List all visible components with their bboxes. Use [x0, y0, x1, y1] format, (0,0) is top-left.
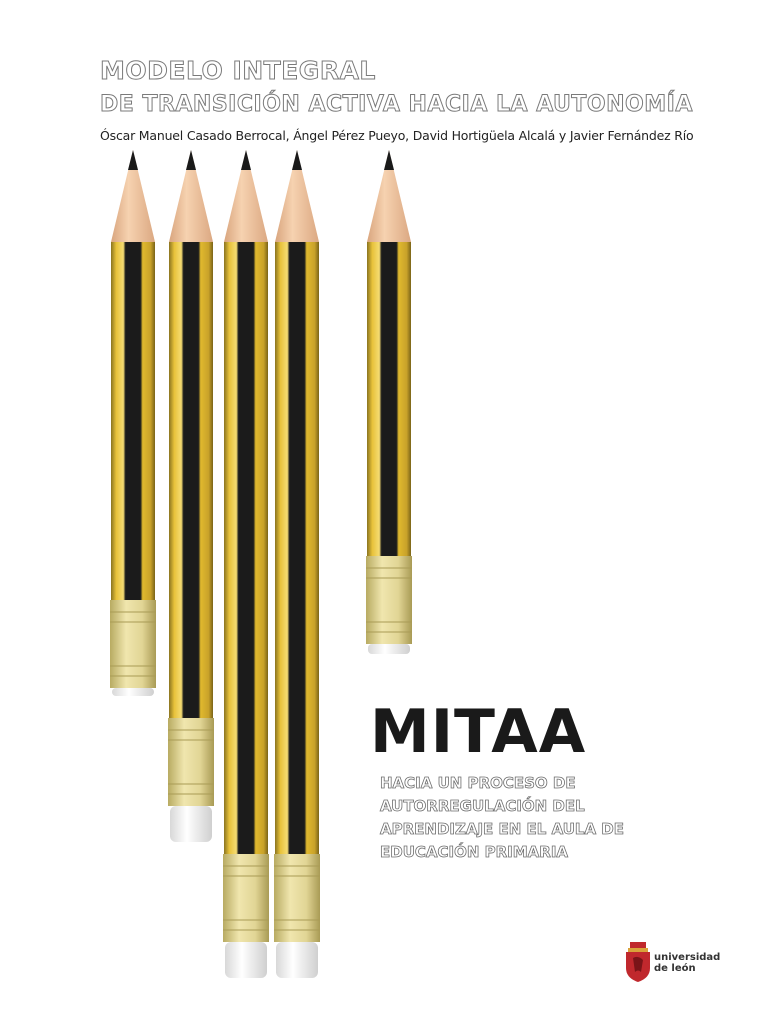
publisher-line-1: universidad [654, 952, 721, 963]
publisher-logo-text [654, 952, 720, 974]
publisher-line-2: de león [654, 963, 696, 974]
title-line-2: DE TRANSICIÓN ACTIVA HACIA LA AUTONOMÍA [100, 92, 693, 117]
subtitle-line-4: EDUCACIÓN PRIMARIA [380, 843, 569, 861]
pencil-2 [168, 150, 214, 842]
pencil-3 [223, 150, 269, 978]
subtitle [380, 772, 624, 864]
authors: Óscar Manuel Casado Berrocal, Ángel Pérez Pueyo, David Hortigüela Alcalá y Javier Fernández Río [100, 128, 694, 143]
pencil-4 [274, 150, 320, 978]
subtitle-line-1: HACIA UN PROCESO DE [380, 774, 576, 792]
acronym-title: MITAA [370, 697, 587, 767]
subtitle-line-2: AUTORREGULACIÓN DEL [380, 797, 585, 815]
pencil-5 [366, 150, 412, 654]
pencil-1 [110, 150, 156, 696]
university-shield-icon [624, 942, 652, 982]
subtitle-line-3: APRENDIZAJE EN EL AULA DE [380, 820, 624, 838]
title-line-1: MODELO INTEGRAL [100, 56, 376, 85]
